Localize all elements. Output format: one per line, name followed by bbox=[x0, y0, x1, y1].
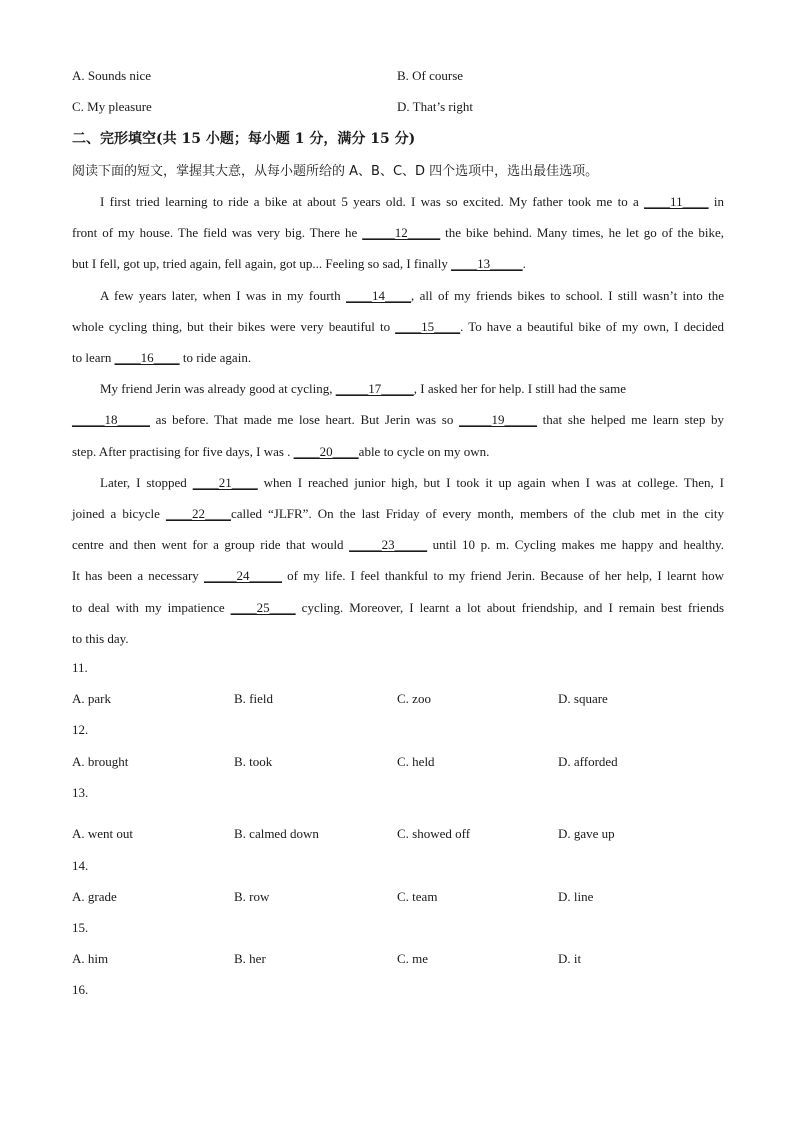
choice-c[interactable]: C. zoo bbox=[397, 691, 431, 706]
passage-line: I first tried learning to ride a bike at about 5 years old. I was so excited. My father took me to a ____11____ in bbox=[100, 194, 724, 209]
choice-d[interactable]: D. it bbox=[558, 951, 582, 966]
choice-d[interactable]: D. afforded bbox=[558, 754, 618, 769]
passage-line: to learn ____16____ to ride again. bbox=[72, 350, 252, 365]
blank-20: ____20____ bbox=[293, 444, 359, 459]
choice-row bbox=[72, 951, 724, 971]
choice-row bbox=[72, 691, 724, 711]
choice-d[interactable]: D. square bbox=[558, 691, 608, 706]
option-c: C. My pleasure bbox=[72, 99, 152, 114]
blank-13: ____13_____ bbox=[451, 256, 523, 271]
question-number: 16. bbox=[72, 982, 89, 997]
blank-21: ____21____ bbox=[192, 475, 258, 490]
choice-d[interactable]: D. gave up bbox=[558, 826, 615, 841]
question-number: 12. bbox=[72, 722, 89, 737]
passage-line: _____18_____ as before. That made me lose heart. But Jerin was so _____19_____ that she helped me learn step by bbox=[72, 412, 724, 427]
option-row bbox=[72, 99, 724, 119]
choice-b[interactable]: B. row bbox=[234, 889, 270, 904]
question-number: 15. bbox=[72, 920, 89, 935]
option-b: B. Of course bbox=[397, 68, 464, 83]
section-title: 二、完形填空(共 15 小题；每小题 1 分，满分 15 分) bbox=[72, 131, 416, 147]
blank-12: _____12_____ bbox=[362, 225, 441, 240]
choice-row bbox=[72, 754, 724, 774]
blank-11: ____11____ bbox=[644, 194, 709, 209]
option-d: D. That’s right bbox=[397, 99, 473, 114]
choice-a[interactable]: A. park bbox=[72, 691, 111, 706]
choice-c[interactable]: C. me bbox=[397, 951, 429, 966]
choice-a[interactable]: A. went out bbox=[72, 826, 134, 841]
choice-a[interactable]: A. brought bbox=[72, 754, 129, 769]
choice-b[interactable]: B. took bbox=[234, 754, 273, 769]
passage-line: but I fell, got up, tried again, fell again, got up... Feeling so sad, I finally ____13_____. bbox=[72, 256, 526, 271]
blank-18: _____18_____ bbox=[72, 412, 150, 427]
blank-19: _____19_____ bbox=[459, 412, 537, 427]
passage-line: whole cycling thing, but their bikes were very beautiful to ____15____. To have a beautiful bike of my own, I decided bbox=[72, 319, 724, 334]
passage-line: joined a bicycle ____22____called “JLFR”. On the last Friday of every month, members of the club met in the city bbox=[72, 506, 724, 521]
blank-25: ____25____ bbox=[230, 600, 296, 615]
passage-line: front of my house. The field was very big. There he _____12_____ the bike behind. Many times, he let go of the bike, bbox=[72, 225, 724, 240]
question-number: 11. bbox=[72, 660, 88, 675]
option-row bbox=[72, 68, 724, 88]
question-number: 13. bbox=[72, 785, 89, 800]
choice-d[interactable]: D. line bbox=[558, 889, 594, 904]
passage-line: centre and then went for a group ride that would _____23_____ until 10 p. m. Cycling makes me happy and healthy. bbox=[72, 537, 724, 552]
passage-line: My friend Jerin was already good at cycling, _____17_____, I asked her for help. I still had the same bbox=[100, 381, 626, 396]
blank-22: ____22____ bbox=[165, 506, 231, 521]
blank-14: ____14____ bbox=[346, 288, 412, 303]
passage-line: A few years later, when I was in my fourth ____14____, all of my friends bikes to school. I still wasn’t into the bbox=[100, 288, 724, 303]
choice-a[interactable]: A. him bbox=[72, 951, 109, 966]
passage-line: to deal with my impatience ____25____ cycling. Moreover, I learnt a lot about friendship, and I remain best friends bbox=[72, 600, 724, 615]
choice-a[interactable]: A. grade bbox=[72, 889, 117, 904]
option-a: A. Sounds nice bbox=[72, 68, 152, 83]
blank-23: _____23_____ bbox=[349, 537, 428, 552]
passage-line: It has been a necessary _____24_____ of my life. I feel thankful to my friend Jerin. Because of her help, I learnt how bbox=[72, 568, 724, 583]
choice-row bbox=[72, 889, 724, 909]
passage-line: to this day. bbox=[72, 631, 129, 646]
passage-line: step. After practising for five days, I was . ____20____able to cycle on my own. bbox=[72, 444, 490, 459]
blank-15: ____15____ bbox=[395, 319, 461, 334]
choice-b[interactable]: B. calmed down bbox=[234, 826, 319, 841]
choice-b[interactable]: B. her bbox=[234, 951, 266, 966]
choice-b[interactable]: B. field bbox=[234, 691, 273, 706]
choice-row bbox=[72, 826, 724, 846]
blank-24: _____24_____ bbox=[203, 568, 282, 583]
section-instruction: 阅读下面的短文，掌握其大意，从每小题所给的 A、B、C、D 四个选项中，选出最佳选项。 bbox=[72, 164, 599, 179]
choice-c[interactable]: C. held bbox=[397, 754, 435, 769]
blank-16: ____16____ bbox=[114, 350, 180, 365]
question-number: 14. bbox=[72, 858, 89, 873]
choice-c[interactable]: C. team bbox=[397, 889, 438, 904]
choice-c[interactable]: C. showed off bbox=[397, 826, 471, 841]
blank-17: _____17_____ bbox=[335, 381, 414, 396]
passage-line: Later, I stopped ____21____ when I reached junior high, but I took it up again when I was at college. Then, I bbox=[100, 475, 725, 490]
